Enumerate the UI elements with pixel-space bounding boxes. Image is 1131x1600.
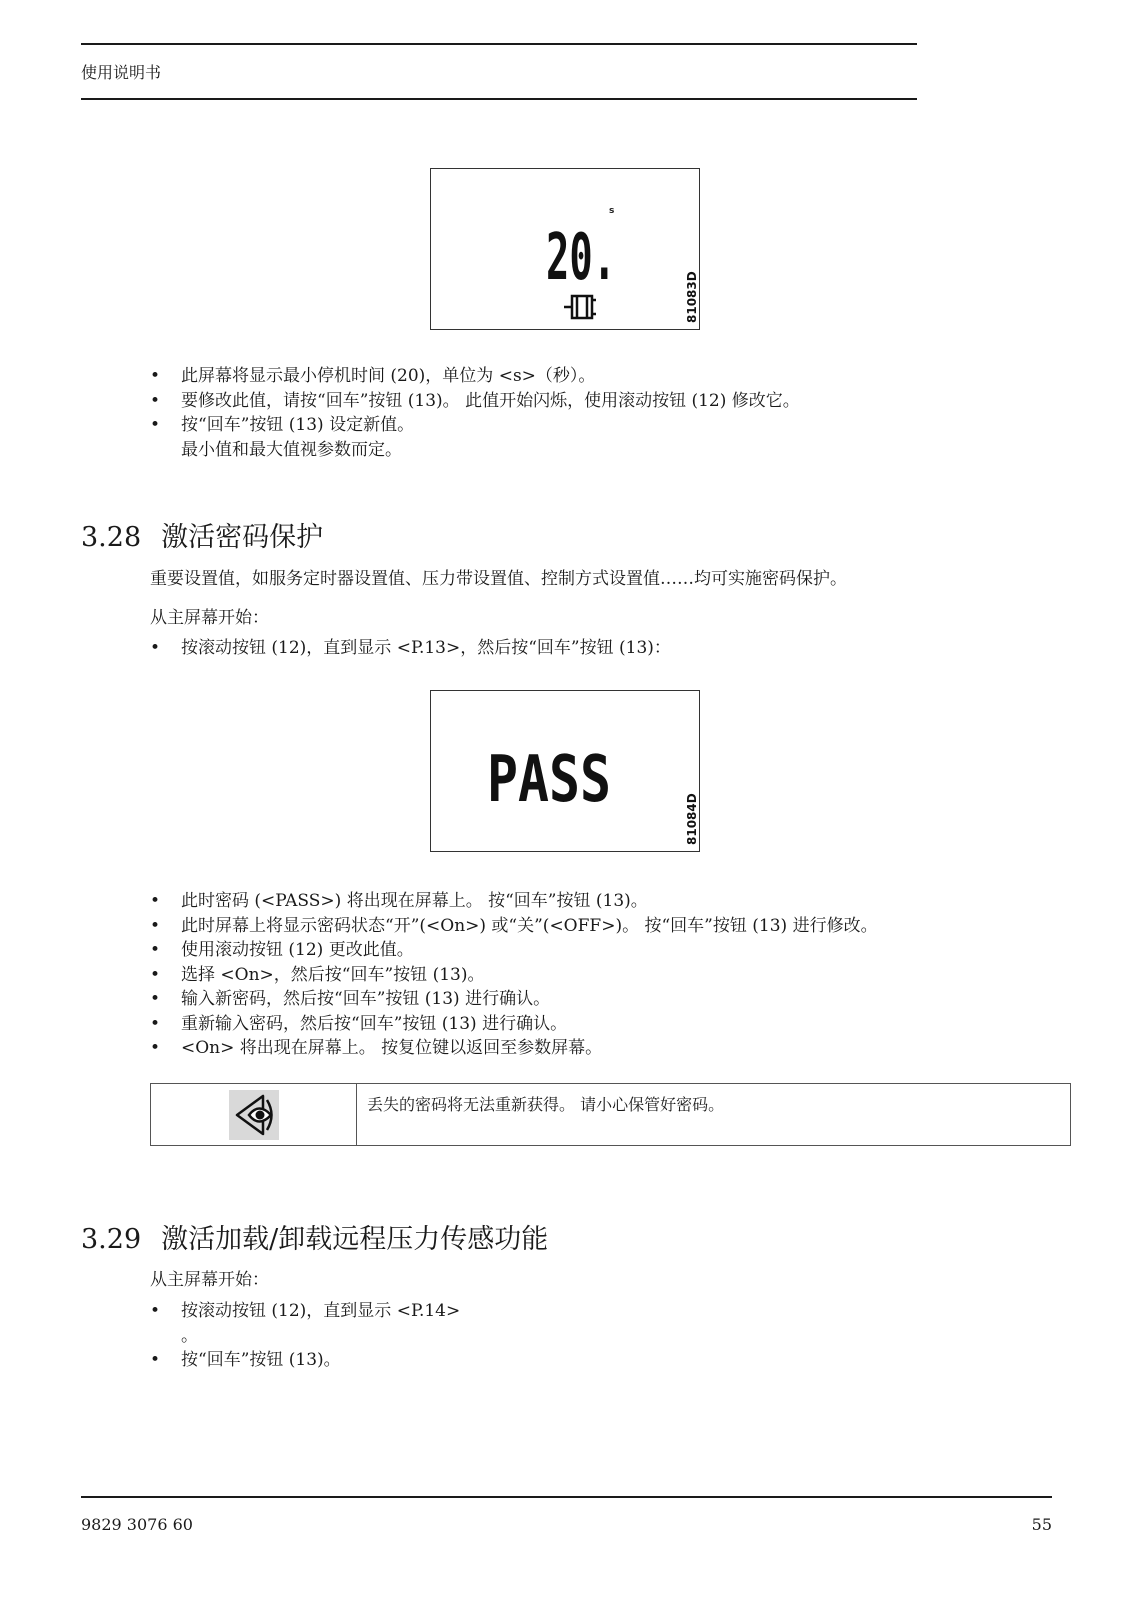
password-start-step <box>150 636 671 661</box>
remote-sensing-steps <box>150 1299 460 1373</box>
figure-code: 81083D <box>685 271 699 323</box>
section-title-3-28 <box>81 515 323 554</box>
list-item: • 重新输入密码，然后按“回车”按钮 (13) 进行确认。 <box>150 1012 878 1037</box>
list-item: • <On> 将出现在屏幕上。 按复位键以返回至参数屏幕。 <box>150 1036 878 1061</box>
list-item: • 按“回车”按钮 (13)。 <box>150 1348 460 1373</box>
note-text: 丢失的密码将无法重新获得。 请小心保管好密码。 <box>367 1095 725 1114</box>
start-text: 从主屏幕开始： <box>150 1270 269 1290</box>
lcd-value: 20. <box>546 221 616 295</box>
section-title-3-29 <box>81 1217 548 1256</box>
list-item-continuation: 。 <box>181 1325 198 1346</box>
section-number: 3.29 <box>81 1224 142 1255</box>
list-item: • 此时密码 (<PASS>) 将出现在屏幕上。 按“回车”按钮 (13)。 <box>150 889 878 914</box>
list-item-continuation: 最小值和最大值视参数而定。 <box>181 439 402 460</box>
lcd-display-pass <box>430 690 700 852</box>
list-item: • 此屏幕将显示最小停机时间 (20)，单位为 <s>（秒）。 <box>150 364 800 389</box>
page-number: 55 <box>1031 1515 1052 1534</box>
figure-code: 81084D <box>685 793 699 845</box>
header-bottom-rule <box>81 98 917 100</box>
start-text: 从主屏幕开始： <box>150 608 269 628</box>
eye-warning-icon <box>229 1090 279 1140</box>
note-icon-cell <box>151 1084 357 1145</box>
list-item: • 使用滚动按钮 (12) 更改此值。 <box>150 938 878 963</box>
lcd-value: PASS <box>487 743 611 817</box>
section-heading: 激活加载/卸载远程压力传感功能 <box>161 1224 549 1255</box>
list-item: • 选择 <On>，然后按“回车”按钮 (13)。 <box>150 963 878 988</box>
stop-time-instructions <box>150 364 800 462</box>
header-title: 使用说明书 <box>81 63 162 82</box>
list-item: • 此时屏幕上将显示密码状态“开”(<On>) 或“关”(<OFF>)。 按“回车”按钮 (13) 进行修改。 <box>150 914 878 939</box>
section-intro: 重要设置值，如服务定时器设置值、压力带设置值、控制方式设置值……均可实施密码保护。 <box>150 569 847 589</box>
list-item: • 输入新密码，然后按“回车”按钮 (13) 进行确认。 <box>150 987 878 1012</box>
list-item: • 按滚动按钮 (12)，直到显示 <P.13>，然后按“回车”按钮 (13)： <box>150 636 671 661</box>
section-heading: 激活密码保护 <box>161 522 324 553</box>
footer-rule <box>81 1496 1052 1498</box>
motor-icon <box>564 296 596 318</box>
lcd-unit-label: s <box>609 206 615 216</box>
header-top-rule <box>81 43 917 45</box>
document-number: 9829 3076 60 <box>81 1515 193 1534</box>
lcd-display-stop-time <box>430 168 700 330</box>
list-item: • 按滚动按钮 (12)，直到显示 <P.14> <box>150 1299 460 1324</box>
warning-note <box>150 1083 1071 1146</box>
section-number: 3.28 <box>81 522 142 553</box>
list-item: • 要修改此值，请按“回车”按钮 (13)。 此值开始闪烁，使用滚动按钮 (12) 修改它。 <box>150 389 800 414</box>
password-instructions <box>150 889 878 1061</box>
list-item: • 按“回车”按钮 (13) 设定新值。 <box>150 413 800 438</box>
